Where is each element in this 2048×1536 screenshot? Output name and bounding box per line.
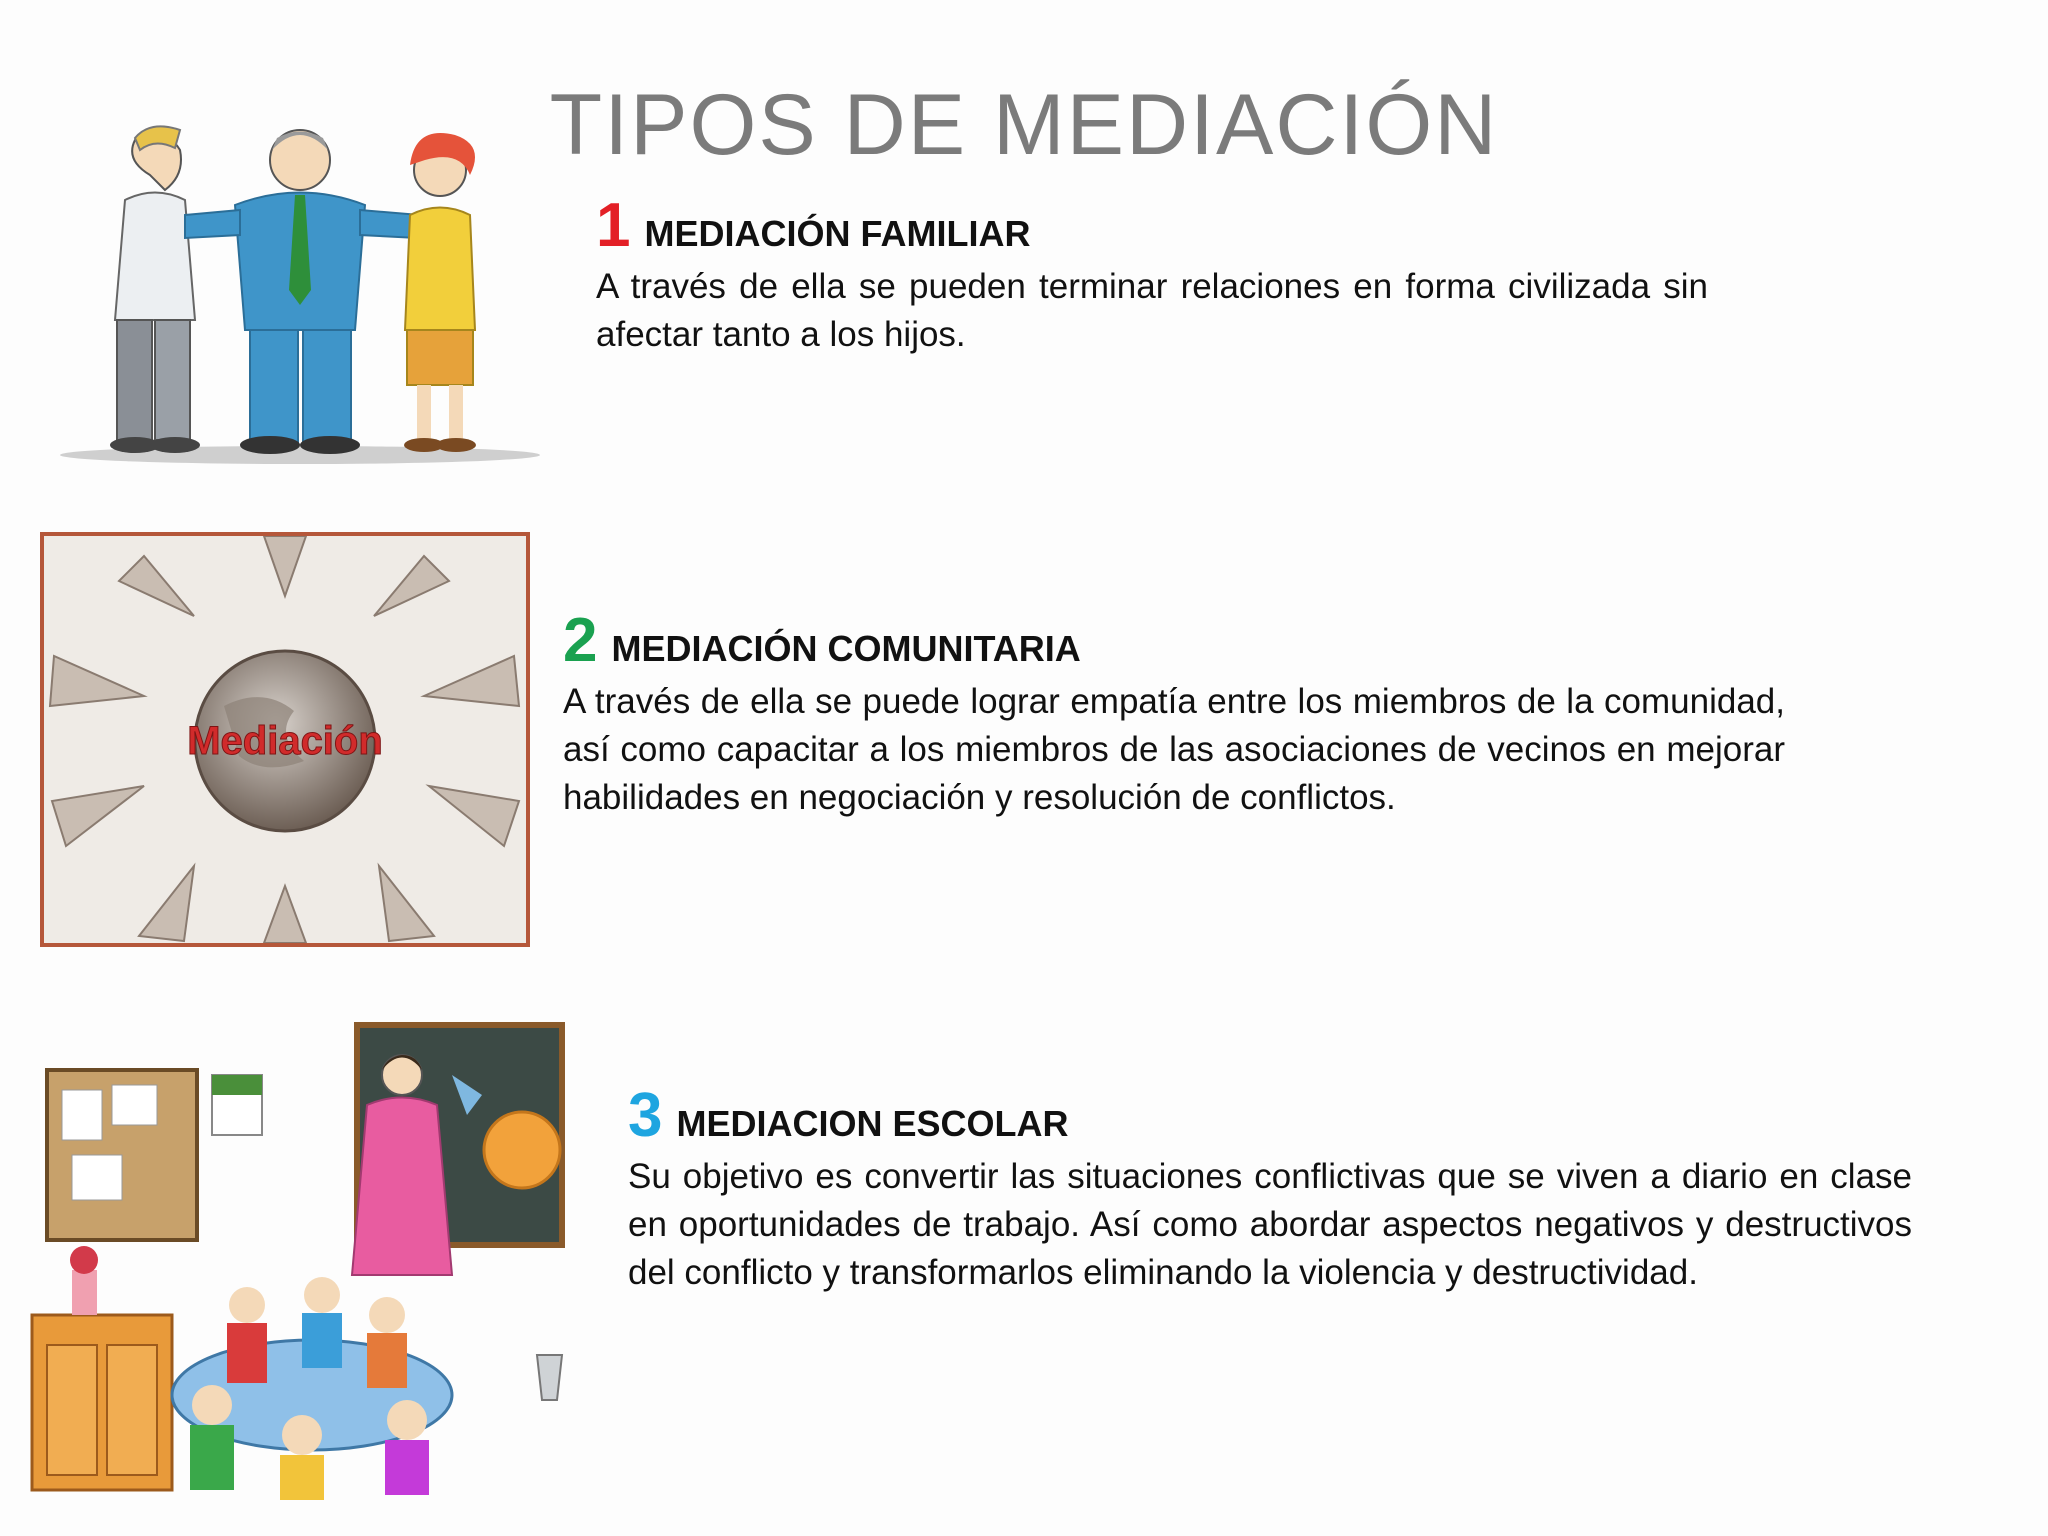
mediator-figure bbox=[185, 130, 420, 454]
section-school bbox=[628, 1081, 1912, 1297]
section-description: Su objetivo es convertir las situaciones conflictivas que se viven a diario en clase en oportunidades de trabajo. Así como abordar aspectos negativos y destructivos del conflicto y transformarlos eliminando la violencia y destructividad. bbox=[628, 1157, 1912, 1292]
page-title: TIPOS DE MEDIACIÓN bbox=[549, 76, 1499, 173]
section-heading: MEDIACIÓN FAMILIAR bbox=[644, 213, 1031, 254]
section-number: 1 bbox=[596, 191, 631, 260]
section-heading: MEDIACIÓN COMUNITARIA bbox=[611, 628, 1081, 669]
right-person-figure bbox=[404, 133, 476, 452]
section-heading: MEDIACION ESCOLAR bbox=[676, 1103, 1069, 1144]
classroom-illustration bbox=[12, 1015, 572, 1505]
section-community bbox=[563, 606, 1785, 822]
section-number: 3 bbox=[628, 1081, 663, 1150]
section-number: 2 bbox=[563, 606, 598, 675]
section-description: A través de ella se puede lograr empatía entre los miembros de la comunidad, así como capacitar a los miembros de las asociaciones de vecinos en mejorar habilidades en negociación y resolución de conflictos. bbox=[563, 682, 1785, 817]
left-person-figure bbox=[110, 126, 200, 453]
section-family bbox=[596, 191, 1708, 359]
globe-label: Mediación bbox=[187, 719, 383, 763]
family-mediation-illustration bbox=[55, 120, 545, 465]
hands-around-globe-illustration bbox=[40, 532, 530, 947]
section-description: A través de ella se pueden terminar relaciones en forma civilizada sin afectar tanto a los hijos. bbox=[596, 267, 1708, 354]
